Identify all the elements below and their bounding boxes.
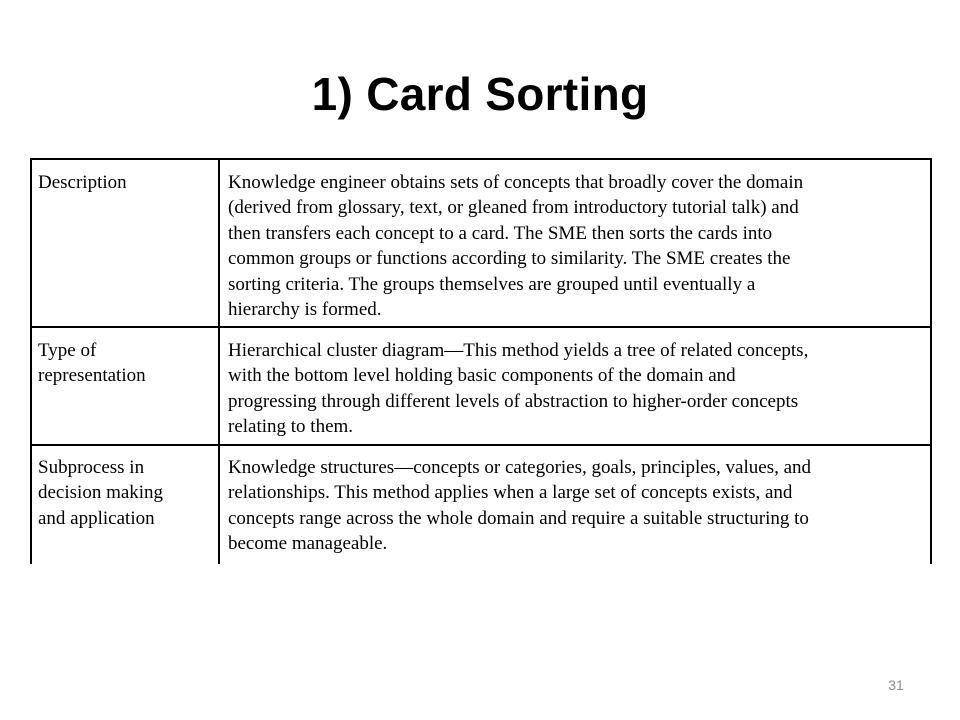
slide-title: 1) Card Sorting — [311, 68, 649, 120]
row-divider — [32, 444, 930, 446]
row-divider — [32, 326, 930, 328]
row-content-subprocess: Knowledge structures—concepts or categories, goals, principles, values, and relationships. This method applies when a large set of concepts exists, and concepts range across the whole domain and require a suitable structuring to become manageable. — [228, 457, 812, 555]
row-label-subprocess: Subprocess in decision making and application — [38, 457, 164, 529]
card-sorting-table — [30, 158, 932, 564]
row-label-type-of-representation: Type of representation — [38, 340, 146, 387]
row-label-description: Description — [38, 172, 127, 193]
column-divider — [218, 160, 220, 564]
row-content-type-of-representation: Hierarchical cluster diagram—This method yields a tree of related concepts, with the bottom level holding basic components of the domain and progressing through different levels of abstraction to higher-order concepts relating to them. — [228, 340, 809, 438]
page-number: 31 — [888, 677, 904, 693]
row-content-description: Knowledge engineer obtains sets of concepts that broadly cover the domain (derived from glossary, text, or gleaned from introductory tutorial talk) and then transfers each concept to a card. The SME then sorts the cards into common groups or functions according to similarity. The SME creates the sorting criteria. The groups themselves are grouped until eventually a hierarchy is formed. — [228, 172, 804, 321]
